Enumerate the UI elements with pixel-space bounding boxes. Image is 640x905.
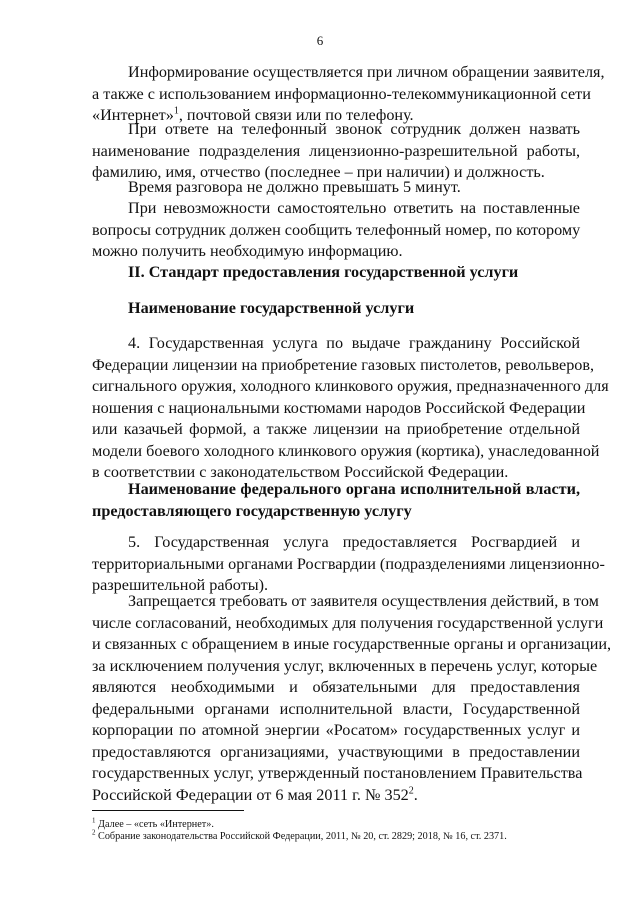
text-line: 5. Государственная услуга предоставляется Росгвардией и (128, 533, 580, 551)
text-line: ношения с национальными костюмами народов Российской Федерации (92, 398, 586, 417)
section-heading: II. Стандарт предоставления государственной услуги (128, 263, 519, 281)
footnote-text: Собрание законодательства Российской Федерации, 2011, № 20, ст. 2829; 2018, № 16, ст. 2371. (95, 831, 507, 842)
footnote-divider (92, 810, 244, 811)
text-line: 4. Государственная услуга по выдаче гражданину Российской (128, 334, 580, 352)
text-fragment: . (413, 785, 418, 804)
text-line: в соответствии с законодательством Российской Федерации. (92, 463, 509, 481)
text-line: При ответе на телефонный звонок сотрудник должен назвать (128, 120, 580, 138)
text-line: наименование подразделения лицензионно-разрешительной работы, (92, 141, 580, 160)
text-line: можно получить необходимую информацию. (92, 242, 403, 260)
text-line: государственных услуг, утвержденный постановлением Правительства (92, 764, 583, 782)
text-line: за исключением получения услуг, включенных в перечень услуг, которые (92, 656, 598, 675)
paragraph-provider (92, 532, 605, 597)
footnote-ref: 2 (408, 785, 414, 797)
text-line: Наименование федерального органа исполнительной власти, (128, 480, 580, 498)
paragraph-unable-to-answer (92, 198, 580, 263)
footnote-mark: 1 (92, 816, 96, 825)
footnote-ref: 1 (173, 105, 179, 117)
text-line: вопросы сотрудник должен сообщить телефонный номер, по которому (92, 220, 581, 239)
text-line: Федерации лицензии на приобретение газовых пистолетов, револьверов, (92, 355, 595, 374)
text-line: являются необходимыми и обязательными для предоставления (92, 678, 580, 696)
paragraph-service-description (92, 333, 609, 484)
text-line: модели боевого холодного клинкового оружия (кортика), унаследованной (92, 441, 600, 460)
page-number: 6 (316, 33, 324, 48)
text-line: а также с использованием информационно-телекоммуникационной сети (92, 84, 591, 103)
text-line: При невозможности самостоятельно ответить на поставленные (128, 199, 580, 217)
paragraph-informing (92, 62, 605, 127)
text-line: федеральными органами исполнительной власти, Государственной (92, 699, 580, 718)
subheading-federal-authority (92, 479, 580, 522)
paragraph-phone-answer (92, 119, 580, 184)
text-line: территориальными органами Росгвардии (подразделениями лицензионно- (92, 554, 605, 573)
footnote-2 (92, 830, 507, 843)
text-line: фамилию, имя, отчество (последнее – при наличии) и должность. (92, 163, 545, 181)
text-line: разрешительной работы). (92, 576, 269, 594)
text-fragment: Российской Федерации от 6 мая 2011 г. № 352 (92, 785, 409, 804)
subheading-service-name: Наименование государственной услуги (128, 299, 415, 317)
text-fragment: «Интернет» (92, 106, 174, 124)
text-line: и связанных с обращением в иные государственные органы и организации, (92, 635, 612, 653)
text-line: числе согласований, необходимых для получения государственной услуги (92, 613, 604, 632)
text-line: Информирование осуществляется при личном обращении заявителя, (128, 63, 605, 81)
footnote-text: Далее – «сеть «Интернет». (95, 819, 214, 830)
text-line: сигнального оружия, холодного клинкового оружия, предназначенного для (92, 377, 609, 395)
text-line: Запрещается требовать от заявителя осуществления действий, в том (128, 592, 599, 610)
paragraph-call-duration: Время разговора не должно превышать 5 минут. (128, 178, 461, 196)
text-line: предоставляющего государственную услугу (92, 501, 412, 520)
text-line: корпорации по атомной энергии «Росатом» государственных услуг и (92, 721, 580, 739)
text-line (92, 785, 580, 807)
text-fragment: , почтовой связи или по телефону. (178, 106, 414, 124)
paragraph-prohibition (92, 591, 612, 806)
text-line: или казачьей формой, а также лицензии на приобретение отдельной (92, 420, 580, 438)
footnote-mark: 2 (92, 828, 96, 837)
text-line: предоставляются организациями, участвующими в предоставлении (92, 742, 580, 761)
